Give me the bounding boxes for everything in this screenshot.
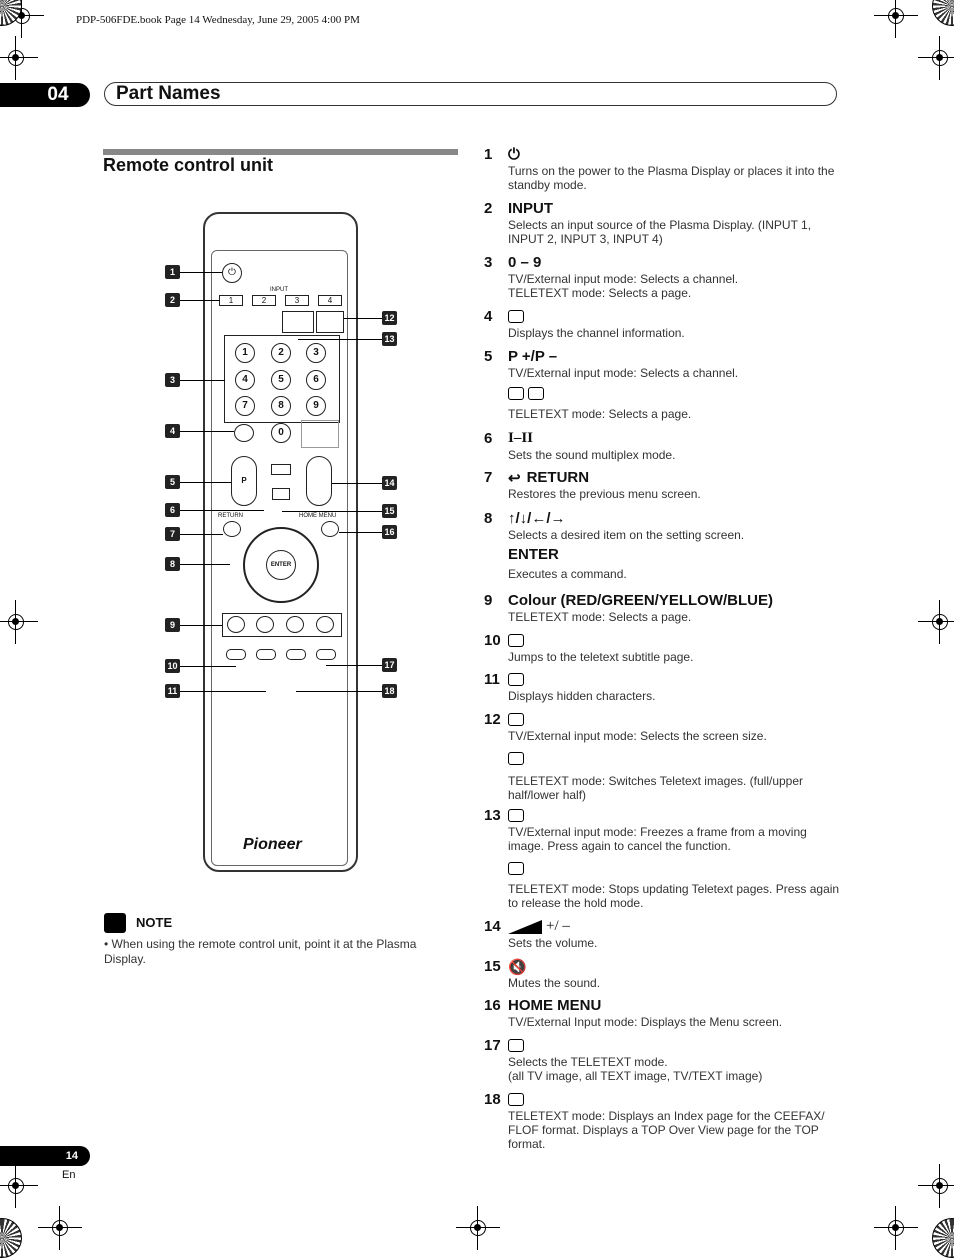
subtitle-icon: [508, 634, 524, 647]
page-up-icon: [508, 387, 524, 400]
item-number: 6: [484, 430, 493, 447]
callout-16: 16: [382, 525, 397, 539]
page-language: En: [62, 1169, 76, 1181]
callout-18: 18: [382, 684, 397, 698]
return-icon: ↩: [508, 469, 521, 487]
item-description: TELETEXT mode: Selects a page.: [508, 610, 692, 624]
item-description: Mutes the sound.: [508, 976, 601, 990]
digit-5-button: 5: [271, 370, 291, 390]
leader-line: [180, 691, 266, 692]
digit-6-button: 6: [306, 370, 326, 390]
item-number: 17: [484, 1037, 501, 1054]
item-number: 8: [484, 510, 493, 527]
leader-line: [339, 532, 382, 533]
program-rocker: P: [231, 456, 257, 506]
item-sub-description: Executes a command.: [508, 567, 627, 581]
power-button: ⏻: [222, 263, 242, 283]
digit-3-button: 3: [306, 343, 326, 363]
brand-logo: Pioneer: [243, 836, 302, 853]
item-number: 16: [484, 997, 501, 1014]
item-5: [484, 347, 844, 421]
sound-mode-button: [271, 464, 291, 475]
input-2-button: 2: [252, 295, 276, 306]
item-description: TV/External Input mode: Displays the Menu screen.: [508, 1015, 783, 1029]
callout-14: 14: [382, 476, 397, 490]
leader-line: [344, 318, 382, 319]
info-clock-icon: [508, 310, 524, 323]
leader-line: [180, 431, 234, 432]
item-description: Selects an input source of the Plasma Display. (INPUT 1, INPUT 2, INPUT 3, INPUT 4): [508, 218, 812, 246]
leader-line: [282, 511, 382, 512]
item-number: 9: [484, 592, 493, 609]
item-title: 0 – 9: [508, 254, 542, 271]
item-number: 18: [484, 1091, 501, 1108]
callout-12: 12: [382, 311, 397, 325]
item-description: TV/External input mode: Selects a channel. TELETEXT mode: Selects a page.: [508, 272, 739, 300]
green-button: [256, 616, 274, 633]
item-number: 10: [484, 632, 501, 649]
callout-2: 2: [165, 293, 180, 307]
registration-mark-icon: [882, 2, 910, 30]
reveal-button: [256, 649, 276, 660]
item-12: [484, 710, 844, 802]
item-number: 5: [484, 348, 493, 365]
item-10: [484, 631, 844, 664]
registration-mark-icon: [2, 1172, 30, 1200]
item-number: 12: [484, 711, 501, 728]
teletext-icon: [508, 1039, 524, 1052]
item-title: HOME MENU: [508, 997, 602, 1014]
page-number: 14: [0, 1146, 90, 1166]
registration-mark-icon: [926, 44, 954, 72]
leader-line: [180, 482, 231, 483]
mute-icon: 🔇: [508, 958, 527, 976]
item-number: 11: [484, 671, 500, 688]
callout-7: 7: [165, 527, 180, 541]
callout-10: 10: [165, 659, 180, 673]
registration-mark-icon: [2, 608, 30, 636]
info-button: [234, 424, 254, 442]
item-16: [484, 996, 844, 1029]
enter-button: ENTER: [266, 550, 296, 580]
item-extra-description: TELETEXT mode: Selects a page.: [508, 407, 692, 421]
item-number: 4: [484, 308, 493, 325]
color-bar-disk-icon: [932, 1218, 954, 1258]
callout-1: 1: [165, 265, 180, 279]
registration-mark-icon: [882, 1214, 910, 1242]
red-button: [227, 616, 245, 633]
home-menu-button: [321, 521, 339, 537]
chapter-title: Part Names: [116, 83, 221, 104]
item-description: Selects the TELETEXT mode. (all TV image, all TEXT image, TV/TEXT image): [508, 1055, 763, 1083]
item-number: 13: [484, 807, 501, 824]
item-extra-description: TELETEXT mode: Switches Teletext images. (full/upper half/lower half): [508, 774, 804, 802]
hold-icon: [508, 862, 524, 875]
color-bar-disk-icon: [0, 1218, 22, 1258]
subtitle-button: [226, 649, 246, 660]
item-title: I–II: [508, 430, 534, 446]
leader-line: [180, 534, 223, 535]
volume-icon: [508, 920, 542, 934]
callout-6: 6: [165, 503, 180, 517]
digit-1-button: 1: [235, 343, 255, 363]
return-label: RETURN: [218, 513, 243, 519]
digit-9-button: 9: [306, 396, 326, 416]
note-pencil-icon: [104, 913, 126, 933]
item-description: Selects a desired item on the setting screen.: [508, 528, 745, 542]
item-number: 3: [484, 254, 493, 271]
item-description: Sets the volume.: [508, 936, 598, 950]
callout-17: 17: [382, 658, 397, 672]
item-18: [484, 1090, 844, 1151]
digit-0-button: 0: [271, 423, 291, 443]
item-title: RETURN: [526, 469, 590, 486]
power-icon: ⏻: [508, 146, 520, 163]
digit-2-button: 2: [271, 343, 291, 363]
callout-15: 15: [382, 504, 397, 518]
teletext-size-icon: [508, 752, 524, 765]
callout-9: 9: [165, 618, 180, 632]
callout-8: 8: [165, 557, 180, 571]
item-number: 2: [484, 200, 493, 217]
leader-line: [180, 380, 225, 381]
page-down-icon: [528, 387, 544, 400]
note-text: • When using the remote control unit, point it at the Plasma Display.: [104, 937, 417, 966]
item-description: TV/External input mode: Freezes a frame from a moving image. Press again to cancel the function.: [508, 825, 807, 853]
leader-line: [180, 272, 222, 273]
callout-3: 3: [165, 373, 180, 387]
item-17: [484, 1036, 844, 1083]
input-1-button: 1: [219, 295, 243, 306]
input-label: INPUT: [270, 287, 288, 293]
item-number: 7: [484, 469, 493, 486]
teletext-button: [316, 649, 336, 660]
screen-size-icon: [508, 713, 524, 726]
input-4-button: 4: [318, 295, 342, 306]
item-description: Turns on the power to the Plasma Display or places it into the standby mode.: [508, 164, 835, 192]
digit-8-button: 8: [271, 396, 291, 416]
home-menu-label: HOME MENU: [299, 513, 337, 519]
digit-7-button: 7: [235, 396, 255, 416]
registration-mark-icon: [926, 608, 954, 636]
item-title: INPUT: [508, 200, 553, 217]
item-7: [484, 468, 844, 501]
freeze-icon: [508, 809, 524, 822]
item-15: [484, 957, 844, 990]
item-extra-description: TELETEXT mode: Stops updating Teletext pages. Press again to release the hold mode.: [508, 882, 840, 910]
item-4: [484, 307, 844, 340]
leader-line: [180, 564, 230, 565]
item-number: 1: [484, 146, 493, 163]
callout-5: 5: [165, 475, 180, 489]
blue-button: [316, 616, 334, 633]
item-description: Jumps to the teletext subtitle page.: [508, 650, 694, 664]
volume-rocker: [306, 456, 332, 506]
item-description: TV/External input mode: Selects the screen size.: [508, 729, 767, 743]
item-description: Restores the previous menu screen.: [508, 487, 701, 501]
leader-line: [180, 300, 220, 301]
reveal-icon: [508, 673, 524, 686]
item-11: [484, 670, 844, 703]
item-title: P +/P –: [508, 348, 558, 365]
item-description: Sets the sound multiplex mode.: [508, 448, 676, 462]
color-bar-disk-icon: [932, 0, 954, 26]
callout-11: 11: [165, 684, 180, 698]
freeze-button: [316, 311, 344, 333]
item-2: [484, 199, 844, 246]
item-8: [484, 509, 844, 581]
item-title: +/ –: [546, 918, 570, 934]
chapter-number: 04: [0, 83, 90, 107]
item-description: Displays the channel information.: [508, 326, 685, 340]
print-file-info: PDP-506FDE.book Page 14 Wednesday, June 29, 2005 4:00 PM: [76, 14, 360, 26]
leader-line: [180, 666, 236, 667]
item-number: 14: [484, 918, 501, 935]
note-label: NOTE: [136, 915, 173, 930]
registration-mark-icon: [2, 44, 30, 72]
item-description: TELETEXT mode: Displays an Index page for the CEEFAX/ FLOF format. Displays a TOP Over View page for the TOP format.: [508, 1109, 825, 1151]
yellow-button: [286, 616, 304, 633]
item-description: Displays hidden characters.: [508, 689, 656, 703]
leader-line: [180, 625, 222, 626]
input-3-button: 3: [285, 295, 309, 306]
leader-line: [298, 339, 382, 340]
item-subtitle: ENTER: [508, 546, 559, 563]
callout-13: 13: [382, 332, 397, 346]
keypad-blank: [301, 420, 339, 448]
callout-4: 4: [165, 424, 180, 438]
registration-mark-icon: [464, 1214, 492, 1242]
item-13: [484, 806, 844, 910]
screen-size-button: [282, 311, 314, 333]
leader-line: [332, 483, 382, 484]
item-description: TV/External input mode: Selects a channel.: [508, 366, 739, 380]
item-6: [484, 429, 844, 462]
item-3: [484, 253, 844, 300]
digit-4-button: 4: [235, 370, 255, 390]
leader-line: [326, 665, 382, 666]
item-14: [484, 917, 844, 950]
return-button: [223, 521, 241, 537]
arrows-icon: ↑/↓/←/→: [508, 510, 566, 527]
item-number: 15: [484, 958, 501, 975]
index-icon: [508, 1093, 524, 1106]
item-1: [484, 145, 844, 192]
section-title: Remote control unit: [103, 155, 273, 175]
registration-mark-icon: [926, 1172, 954, 1200]
index-button: [286, 649, 306, 660]
leader-line: [180, 510, 264, 511]
item-title: Colour (RED/GREEN/YELLOW/BLUE): [508, 592, 773, 609]
leader-line: [296, 691, 382, 692]
item-9: [484, 591, 844, 624]
mute-button: [272, 488, 290, 500]
registration-mark-icon: [46, 1214, 74, 1242]
